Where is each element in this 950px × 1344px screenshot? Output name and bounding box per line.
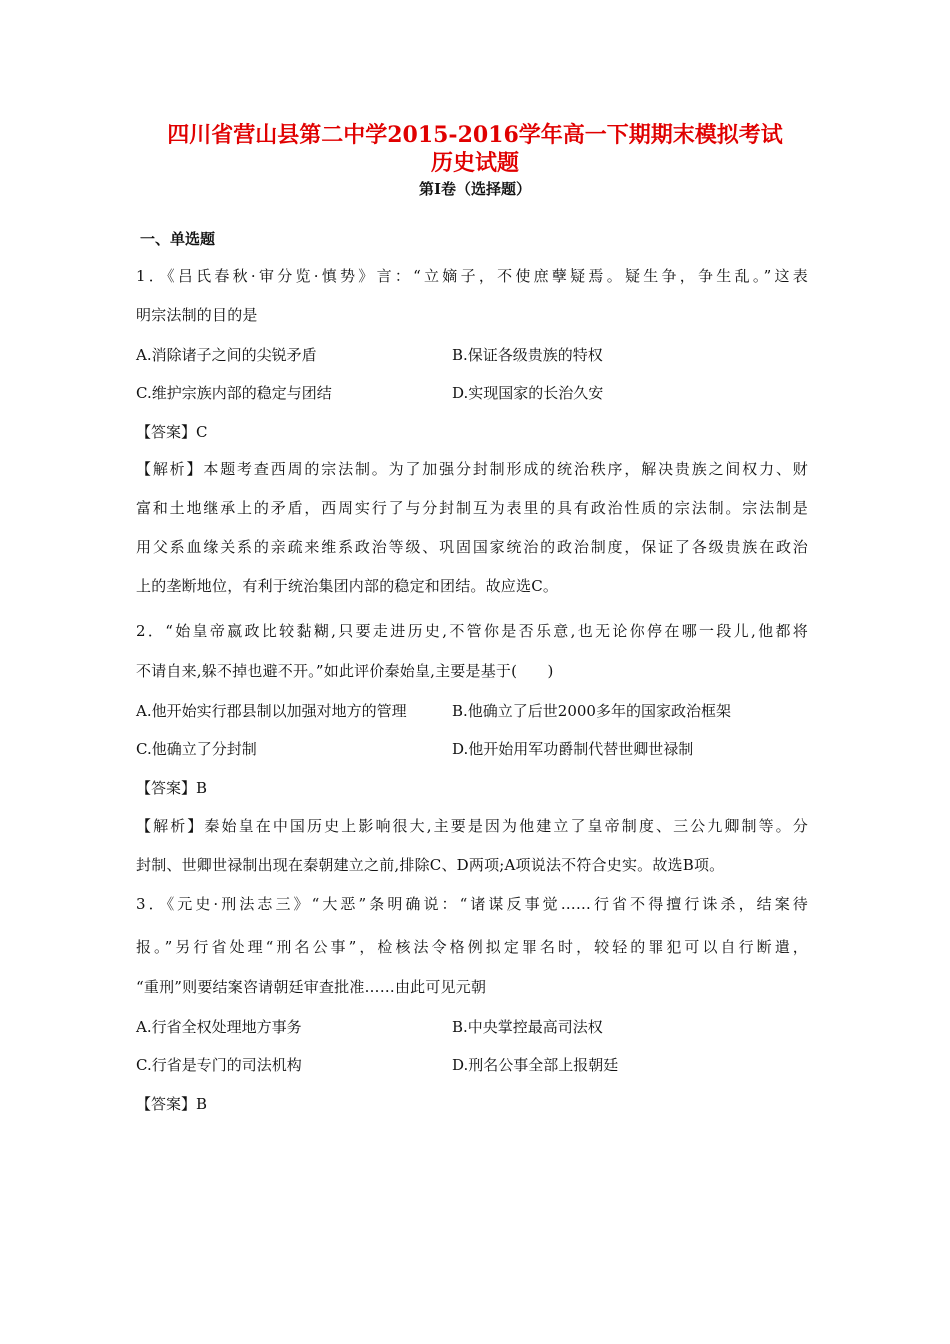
question-3-stem-line1: 3．《元史·刑法志三》“大恶”条明确说：“诸谋反事觉……行省不得擅行诛杀，结案待 (136, 895, 808, 913)
answer-label: 【答案】 (136, 423, 197, 441)
document-title-line1: 四川省营山县第二中学2015-2016学年高一下期期末模拟考试 (167, 122, 783, 148)
question-3-option-b: B.中央掌控最高司法权 (452, 1018, 603, 1036)
question-2-stem-line2: 不请自来,躲不掉也避不开。”如此评价秦始皇,主要是基于( ) (136, 662, 554, 680)
question-2-stem-line1: 2．“始皇帝嬴政比较黏糊,只要走进历史,不管你是否乐意,也无论你停在哪一段儿,他都将 (136, 622, 808, 640)
question-1-analysis-line3: 用父系血缘关系的亲疏来维系政治等级、巩固国家统治的政治制度，保证了各级贵族在政治 (136, 538, 808, 556)
analysis-text: 秦始皇在中国历史上影响很大,主要是因为他建立了皇帝制度、三公九卿制等。分 (204, 817, 808, 835)
volume-heading: 第Ⅰ卷（选择题） (418, 180, 532, 198)
question-1-option-b: B.保证各级贵族的特权 (452, 346, 603, 364)
analysis-label: 【解析】 (136, 817, 205, 835)
question-1-analysis-line1 (136, 459, 808, 479)
question-2-option-d: D.他开始用军功爵制代替世卿世禄制 (452, 740, 694, 758)
question-1-option-d: D.实现国家的长治久安 (452, 384, 604, 402)
question-1-analysis-line2: 富和土地继承上的矛盾，西周实行了与分封制互为表里的具有政治性质的宗法制。宗法制是 (136, 499, 808, 517)
question-1-option-a: A.消除诸子之间的尖锐矛盾 (136, 346, 317, 364)
question-3-option-d: D.刑名公事全部上报朝廷 (452, 1056, 619, 1074)
question-3-stem-line3: “重刑”则要结案咨请朝廷审查批准……由此可见元朝 (136, 978, 487, 996)
question-2-analysis-line2: 封制、世卿世禄制出现在秦朝建立之前,排除C、D两项;A项说法不符合史实。故选B项。 (136, 856, 725, 874)
question-2-analysis-line1 (136, 816, 808, 836)
question-2-option-c: C.他确立了分封制 (136, 740, 257, 758)
analysis-text: 本题考查西周的宗法制。为了加强分封制形成的统治秩序，解决贵族之间权力、财 (203, 460, 808, 478)
question-1-analysis-line4: 上的垄断地位，有利于统治集团内部的稳定和团结。故应选C。 (136, 577, 559, 595)
question-1-stem-line2: 明宗法制的目的是 (136, 306, 258, 324)
question-1-stem-line1: 1．《吕氏春秋·审分览·慎势》言：“立嫡子，不使庶孽疑焉。疑生争，争生乱。”这表 (136, 267, 808, 285)
question-1-option-c: C.维护宗族内部的稳定与团结 (136, 384, 332, 402)
question-2-option-b: B.他确立了后世2000多年的国家政治框架 (452, 702, 731, 720)
answer-value: B (196, 1095, 208, 1113)
section-heading: 一、单选题 (140, 230, 216, 248)
analysis-label: 【解析】 (136, 460, 204, 478)
document-title-line2: 历史试题 (430, 150, 519, 176)
question-3-answer (136, 1093, 207, 1114)
answer-label: 【答案】 (136, 779, 197, 797)
question-3-option-c: C.行省是专门的司法机构 (136, 1056, 302, 1074)
question-1-answer (136, 421, 208, 442)
question-2-answer (136, 777, 207, 798)
question-3-option-a: A.行省全权处理地方事务 (136, 1018, 302, 1036)
answer-value: B (196, 779, 208, 797)
question-2-option-a: A.他开始实行郡县制以加强对地方的管理 (136, 702, 407, 720)
answer-value: C (196, 423, 208, 441)
question-3-stem-line2: 报。”另行省处理“刑名公事”，检核法令格例拟定罪名时，较轻的罪犯可以自行断遣， (136, 938, 808, 956)
answer-label: 【答案】 (136, 1095, 197, 1113)
